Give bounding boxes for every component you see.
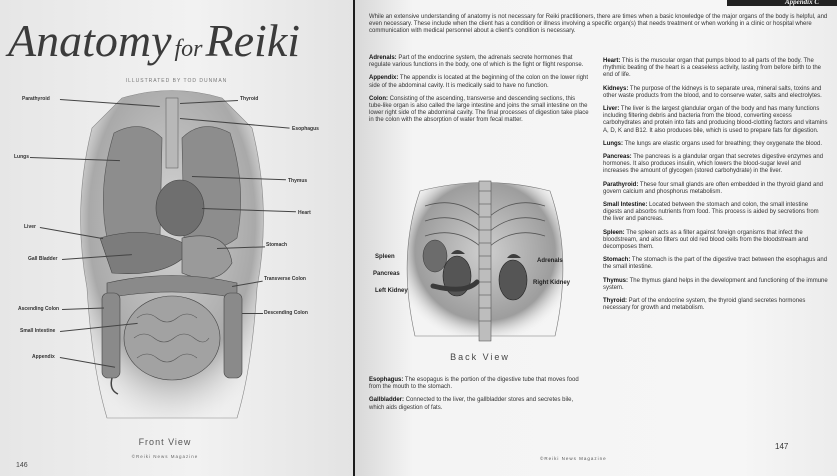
glossary-entry bbox=[603, 141, 828, 148]
entry-text: The stomach is the part of the digestive tract between the esophagus and the small intestine. bbox=[603, 257, 828, 271]
front-view-illustration bbox=[14, 88, 319, 428]
entry-term: Pancreas: bbox=[603, 154, 632, 161]
label-heart: Heart bbox=[298, 210, 311, 216]
entry-text: Located between the stomach and colon, the small intestine digests and absorbs nutrients from food. This process is aided by secretions from the liver and pancreas. bbox=[603, 202, 819, 223]
glossary-entry bbox=[369, 96, 589, 125]
entry-text: The lungs are elastic organs used for breathing; they oxygenate the blood. bbox=[624, 140, 823, 147]
entry-term: Esophagus: bbox=[369, 377, 404, 383]
glossary-entry bbox=[603, 86, 828, 100]
magazine-credit: ©Reiki News Magazine bbox=[131, 454, 199, 459]
label-thyroid: Thyroid bbox=[240, 96, 259, 102]
entry-term: Parathyroid: bbox=[603, 181, 639, 188]
entry-term: Lungs: bbox=[603, 140, 623, 147]
label-appendix: Appendix bbox=[32, 354, 55, 360]
entry-term: Kidneys: bbox=[603, 85, 629, 92]
right-page bbox=[355, 0, 837, 476]
header-strip bbox=[727, 0, 837, 6]
glossary-entry bbox=[603, 182, 828, 196]
entry-term: Liver: bbox=[603, 106, 620, 113]
leader-line bbox=[242, 313, 263, 314]
intro-paragraph: While an extensive understanding of anatomy is not necessary for Reiki practitioners, there are times when a basic knowledge of the major organs of the body is helpful, and even necessary. These include when the client has a condition or illness involving a specific organ(s) that needs treatment or when working in a clinic or hospital where communication with medical personnel about a client's condition is necessary. bbox=[369, 14, 828, 35]
glossary-entry bbox=[603, 154, 828, 176]
illustrator-credit: ILLUSTRATED BY TOD DUNMAN bbox=[125, 78, 228, 84]
label-spleen: Spleen bbox=[375, 254, 395, 260]
right-column bbox=[603, 58, 828, 318]
entry-text: The pancreas is a glandular organ that secretes digestive enzymes and hormones. It also produces insulin, which lowers the blood-sugar level and increases the amount of glycogen (stored carbohydrate) in the liver. bbox=[603, 154, 824, 175]
label-lungs: Lungs bbox=[14, 154, 29, 160]
appendix-header: Appendix C bbox=[784, 0, 819, 6]
entry-term: Thyroid: bbox=[603, 298, 627, 305]
entry-term: Appendix: bbox=[369, 75, 399, 82]
entry-term: Thymus: bbox=[603, 277, 629, 284]
entry-text: The purpose of the kidneys is to separate urea, mineral salts, toxins and other waste products from the blood, and to conserve water, salts and electrolytes. bbox=[603, 85, 822, 99]
entry-text: Part of the endocrine system, the adrenals secrete hormones that regulate various functions in the body, one of which is the fight or flight response. bbox=[369, 55, 584, 69]
label-descending-colon: Descending Colon bbox=[264, 310, 308, 316]
label-gall-bladder: Gall Bladder bbox=[28, 256, 58, 262]
glossary-entry bbox=[603, 106, 828, 135]
glossary-entry bbox=[603, 298, 828, 312]
entry-text: Connected to the liver, the gallbladder stores and secretes bile, which aids digestion of fats. bbox=[369, 397, 574, 411]
glossary-entry bbox=[369, 397, 584, 411]
glossary-entry bbox=[603, 58, 828, 80]
glossary-entry bbox=[603, 202, 828, 224]
entry-term: Gallbladder: bbox=[369, 397, 405, 404]
entry-text: The spleen acts as a filter against foreign organisms that infect the bloodstream, and also filters out old red blood cells from the bloodstream and decomposes them. bbox=[603, 229, 809, 251]
entry-term: Small Intestine: bbox=[603, 202, 648, 209]
label-adrenals: Adrenals bbox=[537, 258, 563, 264]
entry-term: Heart: bbox=[603, 58, 621, 64]
label-thymus: Thymus bbox=[288, 178, 308, 184]
label-transverse-colon: Transverse Colon bbox=[264, 276, 306, 282]
label-liver: Liver bbox=[24, 224, 36, 230]
entry-term: Colon: bbox=[369, 95, 388, 102]
entry-term: Spleen: bbox=[603, 229, 625, 236]
entry-text: These four small glands are often embedded in the thyroid gland and govern calcium and phosphorus metabolism. bbox=[603, 181, 824, 195]
label-esophagus: Esophagus bbox=[292, 126, 319, 132]
entry-text: Consisting of the ascending, transverse and descending sections, this tube-like organ is also called the large intestine and joins the small intestine on the lower right side of the abdominal cavity. The final processes of digestion take place in the colon with the absorption of water from fecal matter. bbox=[369, 95, 589, 124]
glossary-entry bbox=[603, 230, 828, 252]
back-view-caption: Back View bbox=[450, 352, 510, 362]
label-right-kidney: Right Kidney bbox=[533, 280, 570, 286]
left-page bbox=[0, 0, 353, 476]
bottom-entries bbox=[369, 377, 584, 418]
title-anatomy: Anatomy bbox=[8, 15, 172, 66]
back-view-illustration bbox=[373, 176, 575, 366]
glossary-entry bbox=[369, 377, 584, 391]
label-pancreas: Pancreas bbox=[373, 271, 400, 277]
title-reiki: Reiki bbox=[205, 15, 301, 66]
label-small-intestine: Small Intestine bbox=[20, 328, 56, 334]
entry-term: Adrenals: bbox=[369, 55, 397, 61]
entry-text: The thymus gland helps in the development and functioning of the immune system. bbox=[603, 277, 828, 291]
magazine-credit: ©Reiki News Magazine bbox=[540, 456, 607, 461]
label-left-kidney: Left Kidney bbox=[375, 288, 408, 294]
title-for: for bbox=[174, 36, 203, 62]
glossary-entry bbox=[369, 75, 589, 89]
label-parathyroid: Parathyroid bbox=[22, 96, 50, 102]
entry-term: Stomach: bbox=[603, 257, 631, 264]
page-number-right: 147 bbox=[775, 442, 789, 451]
glossary-entry bbox=[369, 55, 589, 69]
left-column bbox=[369, 55, 589, 131]
label-stomach: Stomach bbox=[266, 242, 288, 248]
label-ascending-colon: Ascending Colon bbox=[18, 306, 60, 312]
entry-text: The liver is the largest glandular organ of the body and has many functions including filtering debris and bacteria from the blood, converting excess carbohydrates and protein into fats and producing blood-clotting factors and vitamins A, D, K and B12. It also produces bile, which is used to prepare fats for digestion. bbox=[603, 106, 828, 134]
entry-text: This is the muscular organ that pumps blood to all parts of the body. The rhythmic beating of the heart is a ceaseless activity, lasting from before birth to the end of life. bbox=[603, 58, 821, 79]
page-number-left: 146 bbox=[16, 462, 28, 469]
front-view-caption: Front View bbox=[138, 437, 192, 447]
entry-text: Part of the endocrine system, the thyroid gland secretes hormones necessary for growth and metabolism. bbox=[603, 298, 806, 312]
page-title bbox=[8, 15, 301, 66]
entry-text: The esopagus is the portion of the digestive tube that moves food from the mouth to the stomach. bbox=[369, 377, 579, 391]
entry-text: The appendix is located at the beginning of the colon on the lower right side of the abdominal cavity. It is medically said to have no function. bbox=[369, 75, 589, 89]
glossary-entry bbox=[603, 257, 828, 271]
glossary-entry bbox=[603, 278, 828, 292]
